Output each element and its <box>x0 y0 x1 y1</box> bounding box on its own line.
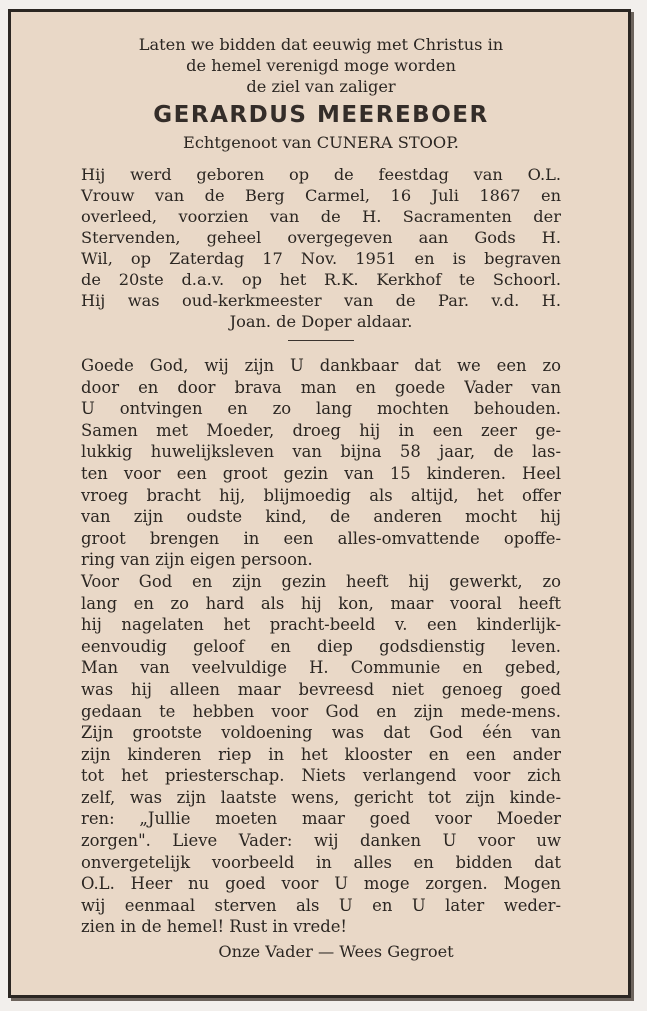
body-line: ring van zijn eigen persoon. <box>81 550 313 570</box>
body-line: zelf, was zijn laatste wens, gericht tot zijn kinde- <box>81 787 561 807</box>
body-line: zorgen". Lieve Vader: wij danken U voor uw <box>81 831 561 851</box>
body-line: hij nagelaten het pracht-beeld v. een kinderlijk- <box>81 615 561 635</box>
memorial-card <box>8 9 631 998</box>
body-line: ten voor een groot gezin van 15 kinderen. Heel <box>81 463 561 483</box>
body-line: zien in de hemel! Rust in vrede! <box>81 917 347 937</box>
body-line: Goede God, wij zijn U dankbaar dat we een zo <box>81 356 561 375</box>
bio-line: Vrouw van de Berg Carmel, 16 Juli 1867 en <box>81 186 561 205</box>
body-line: Man van veelvuldige H. Communie en gebed, <box>81 658 561 678</box>
body-line: ren: „Jullie moeten maar goed voor Moeder <box>81 809 561 829</box>
body-line: gedaan te hebben voor God en zijn mede-mens. <box>81 701 561 721</box>
prayer-line: Laten we bidden dat eeuwig met Christus in <box>138 35 504 54</box>
body-line: van zijn oudste kind, de anderen mocht hij <box>81 507 561 527</box>
card-content <box>81 34 561 963</box>
bio-line: Stervenden, geheel overgegeven aan Gods H. <box>81 228 561 247</box>
divider <box>288 340 354 341</box>
bio-line: Hij was oud-kerkmeester van de Par. v.d. H. <box>81 291 561 310</box>
body-line: eenvoudig geloof en diep godsdienstig leven. <box>81 636 561 656</box>
body-line: Samen met Moeder, droeg hij in een zeer ge- <box>81 420 561 440</box>
body-line: door en door brava man en goede Vader van <box>81 377 561 397</box>
prayer-line: de ziel van zaliger <box>246 77 396 96</box>
bio-line: de 20ste d.a.v. op het R.K. Kerkhof te Schoorl. <box>81 270 561 289</box>
closing-prayer: Onze Vader — Wees Gegroet <box>218 942 454 962</box>
deceased-name: GERARDUS MEEREBOER <box>153 102 489 128</box>
prayer-line: de hemel verenigd moge worden <box>186 56 456 75</box>
body-line: onvergetelijk voorbeeld in alles en bidden dat <box>81 852 561 872</box>
bio-line: Hij werd geboren op de feestdag van O.L. <box>81 165 561 184</box>
bio-line: overleed, voorzien van de H. Sacramenten der <box>81 207 561 226</box>
body-line: wij eenmaal sterven als U en U later weder- <box>81 895 561 915</box>
bio-line: Joan. de Doper aldaar. <box>229 312 413 331</box>
body-line: Zijn grootste voldoening was dat God één van <box>81 723 561 743</box>
prayer-intro <box>81 34 561 97</box>
body-line: O.L. Heer nu goed voor U moge zorgen. Mogen <box>81 874 561 894</box>
biography <box>81 164 561 332</box>
body-line: vroeg bracht hij, blijmoedig als altijd, het offer <box>81 485 561 505</box>
body-line: was hij alleen maar bevreesd niet genoeg goed <box>81 679 561 699</box>
body-line: zijn kinderen riep in het klooster en een ander <box>81 744 561 764</box>
body-line: lukkig huwelijksleven van bijna 58 jaar, de las- <box>81 442 561 462</box>
spouse-line: Echtgenoot van CUNERA STOOP. <box>183 133 459 152</box>
body-line: tot het priesterschap. Niets verlangend voor zich <box>81 766 561 786</box>
body-line: lang en zo hard als hij kon, maar vooral heeft <box>81 593 561 613</box>
body-line: Voor God en zijn gezin heeft hij gewerkt, zo <box>81 571 561 591</box>
memorial-text <box>81 355 561 938</box>
body-line: groot brengen in een alles-omvattende opoffe- <box>81 528 561 548</box>
body-line: U ontvingen en zo lang mochten behouden. <box>81 399 561 419</box>
bio-line: Wil, op Zaterdag 17 Nov. 1951 en is begraven <box>81 249 561 268</box>
